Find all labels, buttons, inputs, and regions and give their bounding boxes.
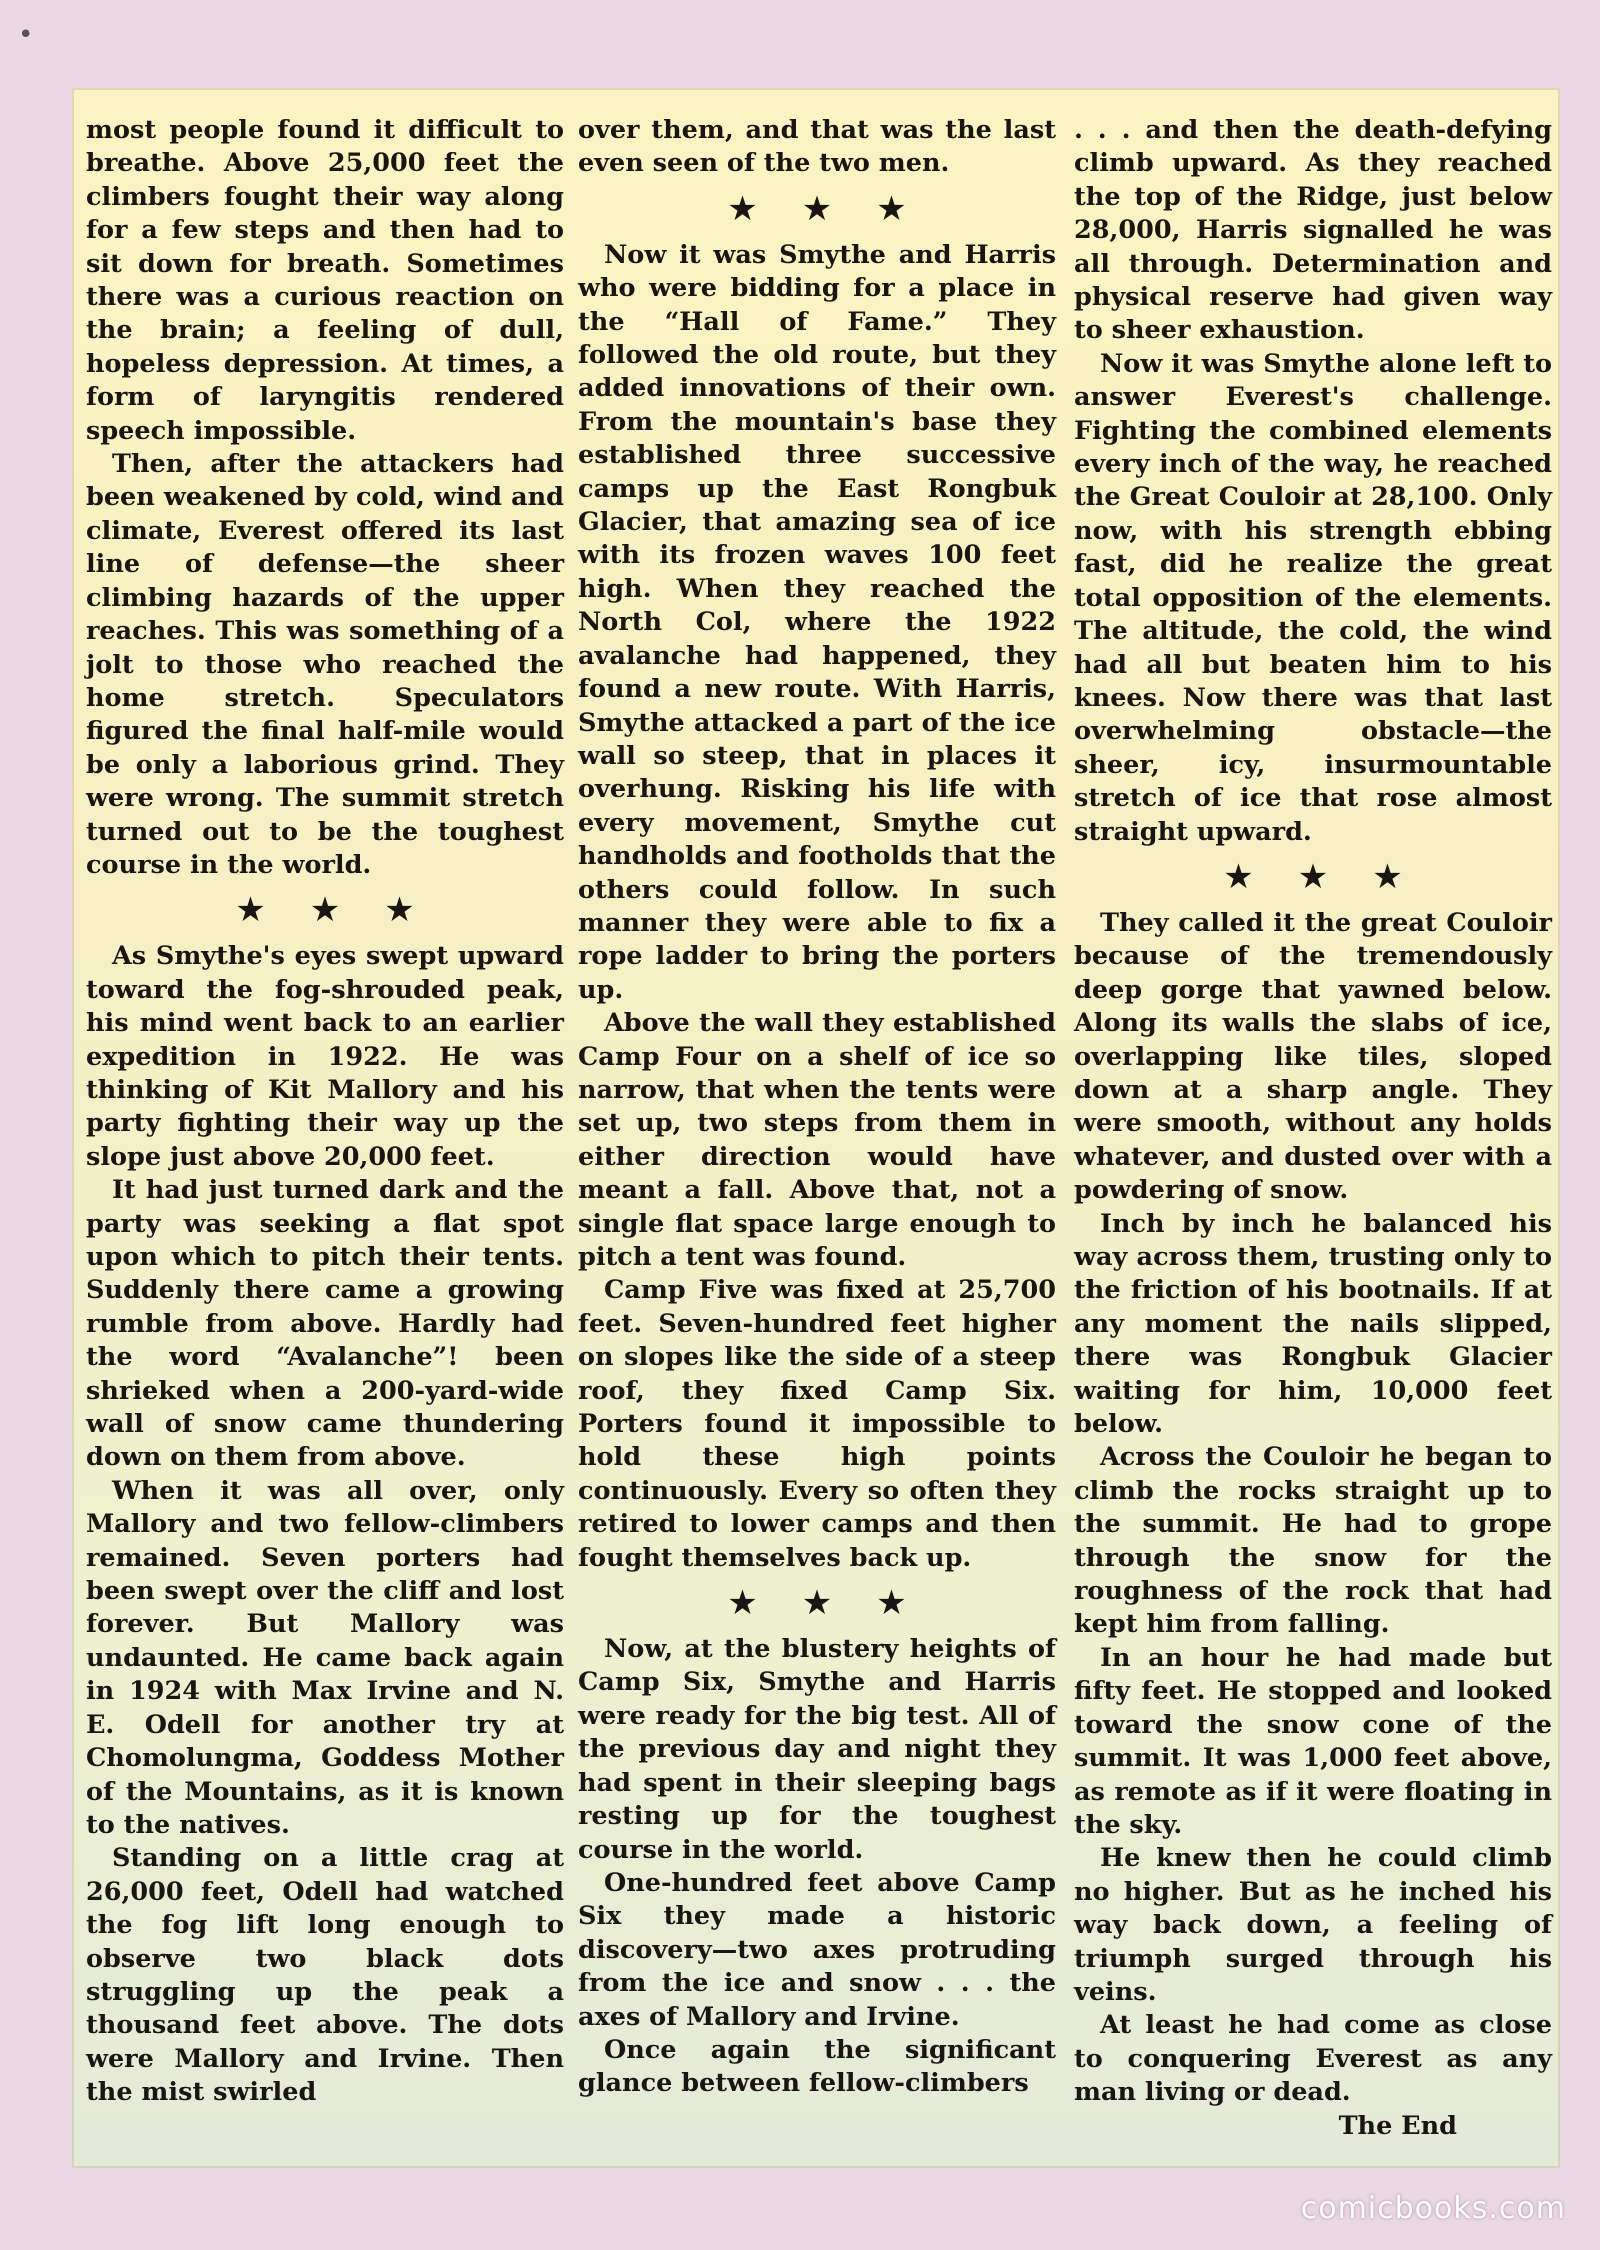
star-icon: ★ (235, 890, 266, 931)
paragraph: As Smythe's eyes swept upward toward the fog-shrouded peak, his mind went back to an earlier expedition in 1922. He was thinking of Kit Mallory and his party fighting their way up the slope just above 20,000 feet. (86, 941, 564, 1172)
paragraph: At least he had come as close to conquering Everest as any man living or dead. (1074, 2010, 1552, 2108)
text-column-3 (1074, 114, 1552, 2143)
paragraph: most people found it difficult to breathe. Above 25,000 feet the climbers fought their way along for a few steps and then had to sit down for breath. Sometimes there was a curious reaction on the brain; a feeling of dull, hopeless depression. At times, a form of laryngitis rendered speech impossible. (86, 115, 564, 446)
paragraph: Camp Five was fixed at 25,700 feet. Seven-hundred feet higher on slopes like the side of a steep roof, they fixed Camp Six. Porters found it impossible to hold these high points continuously. Every so often they retired to lower camps and then fought themselves back up. (578, 1275, 1056, 1573)
paragraph: over them, and that was the last even seen of the two men. (578, 115, 1056, 179)
paragraph: They called it the great Couloir because of the tremendously deep gorge that yawned below. Along its walls the slabs of ice, overlapping like tiles, sloped down at a sharp angle. They were smooth, without any holds whatever, and dusted over with a powdering of snow. (1074, 907, 1552, 1206)
paragraph: Once again the significant glance between fellow-climbers (578, 2034, 1056, 2099)
paragraph: In an hour he had made but fifty feet. He stopped and looked toward the snow cone of the summit. It was 1,000 feet above, as remote as if it were floating in the sky. (1074, 1642, 1552, 1840)
the-end-label: The End (1338, 2110, 1457, 2141)
section-divider (1074, 857, 1552, 897)
story-page (72, 88, 1560, 2168)
star-icon: ★ (1223, 856, 1254, 897)
paragraph: . . . and then the death-defying climb upward. As they reached the top of the Ridge, just below 28,000, Harris signalled he was all through. Determination and physical reserve had given way to sheer exhaustion. (1074, 115, 1552, 346)
paragraph: One-hundred feet above Camp Six they made a historic discovery—two axes protruding from the ice and snow . . . the axes of Mallory and Irvine. (578, 1867, 1056, 2032)
section-divider (86, 890, 564, 930)
site-watermark: comicbooks.com (1300, 2191, 1566, 2226)
star-icon: ★ (1372, 856, 1403, 897)
paragraph: Inch by inch he balanced his way across them, trusting only to the friction of his bootnails. If at any moment the nails slipped, there was Rongbuk Glacier waiting for him, 10,000 feet below. (1074, 1208, 1552, 1440)
paragraph: He knew then he could climb no higher. But as he inched his way back down, a feeling of triumph surged through his veins. (1074, 1843, 1552, 2007)
star-icon: ★ (727, 188, 758, 229)
star-icon: ★ (384, 890, 415, 931)
star-icon: ★ (876, 188, 907, 229)
star-icon: ★ (1297, 856, 1329, 897)
text-column-1 (86, 114, 564, 2110)
paragraph: Now, at the blustery heights of Camp Six, Smythe and Harris were ready for the big test. All of the previous day and night they had spent in their sleeping bags resting up for the toughest course in the world. (578, 1634, 1056, 1865)
star-icon: ★ (727, 1583, 758, 1624)
section-divider (578, 189, 1056, 229)
paragraph: Now it was Smythe alone left to answer Everest's challenge. Fighting the combined elements every inch of the way, he reached the Great Couloir at 28,100. Only now, with his strength ebbing fast, did he realize the great total opposition of the elements. The altitude, the cold, the wind had all but beaten him to his knees. Now there was that last overwhelming obstacle—the sheer, icy, insurmountable stretch of ice that rose almost straight upward. (1074, 348, 1553, 847)
paragraph: It had just turned dark and the party was seeking a flat spot upon which to pitch their tents. Suddenly there came a growing rumble from above. Hardly had the word “Avalanche”! been shrieked when a 200-yard-wide wall of snow came thundering down on them from above. (86, 1175, 564, 1473)
star-icon: ★ (801, 1583, 833, 1624)
star-icon: ★ (309, 890, 341, 931)
paragraph: Across the Couloir he began to climb the rocks straight up to the summit. He had to grope through the snow for the roughness of the rock that had kept him from falling. (1074, 1442, 1552, 1640)
paragraph: Then, after the attackers had been weakened by cold, wind and climate, Everest offered its last line of defense—the sheer climbing hazards of the upper reaches. This was something of a jolt to those who reached the home stretch. Speculators figured the final half-mile would be only a laborious grind. They were wrong. The summit stretch turned out to be the toughest course in the world. (86, 449, 564, 880)
scan-mark: • (18, 20, 34, 50)
star-icon: ★ (876, 1583, 907, 1624)
paragraph: When it was all over, only Mallory and two fellow-climbers remained. Seven porters had been swept over the cliff and lost forever. But Mallory was undaunted. He came back again in 1924 with Max Irvine and N. E. Odell for another try at Chomolungma, Goddess Mother of the Mountains, as it is known to the natives. (86, 1475, 564, 1840)
text-column-2 (578, 114, 1056, 2101)
star-icon: ★ (801, 188, 833, 229)
paragraph: Standing on a little crag at 26,000 feet, Odell had watched the fog lift long enough to observe two black dots struggling up the peak a thousand feet above. The dots were Mallory and Irvine. Then the mist swirled (86, 1843, 564, 2108)
paragraph: Now it was Smythe and Harris who were bidding for a place in the “Hall of Fame.” They followed the old route, but they added innovations of their own. From the mountain's base they established three successive camps up the East Rongbuk Glacier, that amazing sea of ice with its frozen waves 100 feet high. When they reached the North Col, where the 1922 avalanche had happened, they found a new route. With Harris, Smythe attacked a part of the ice wall so steep, that in places it overhung. Risking his life with every movement, Smythe cut handholds and footholds that the others could follow. In such manner they were able to fix a rope ladder to bring the porters up. (578, 239, 1056, 1005)
section-divider (578, 1583, 1056, 1623)
paragraph: Above the wall they established Camp Four on a shelf of ice so narrow, that when the tents were set up, two steps from them in either direction would have meant a fall. Above that, not a single flat space large enough to pitch a tent was found. (578, 1008, 1056, 1272)
